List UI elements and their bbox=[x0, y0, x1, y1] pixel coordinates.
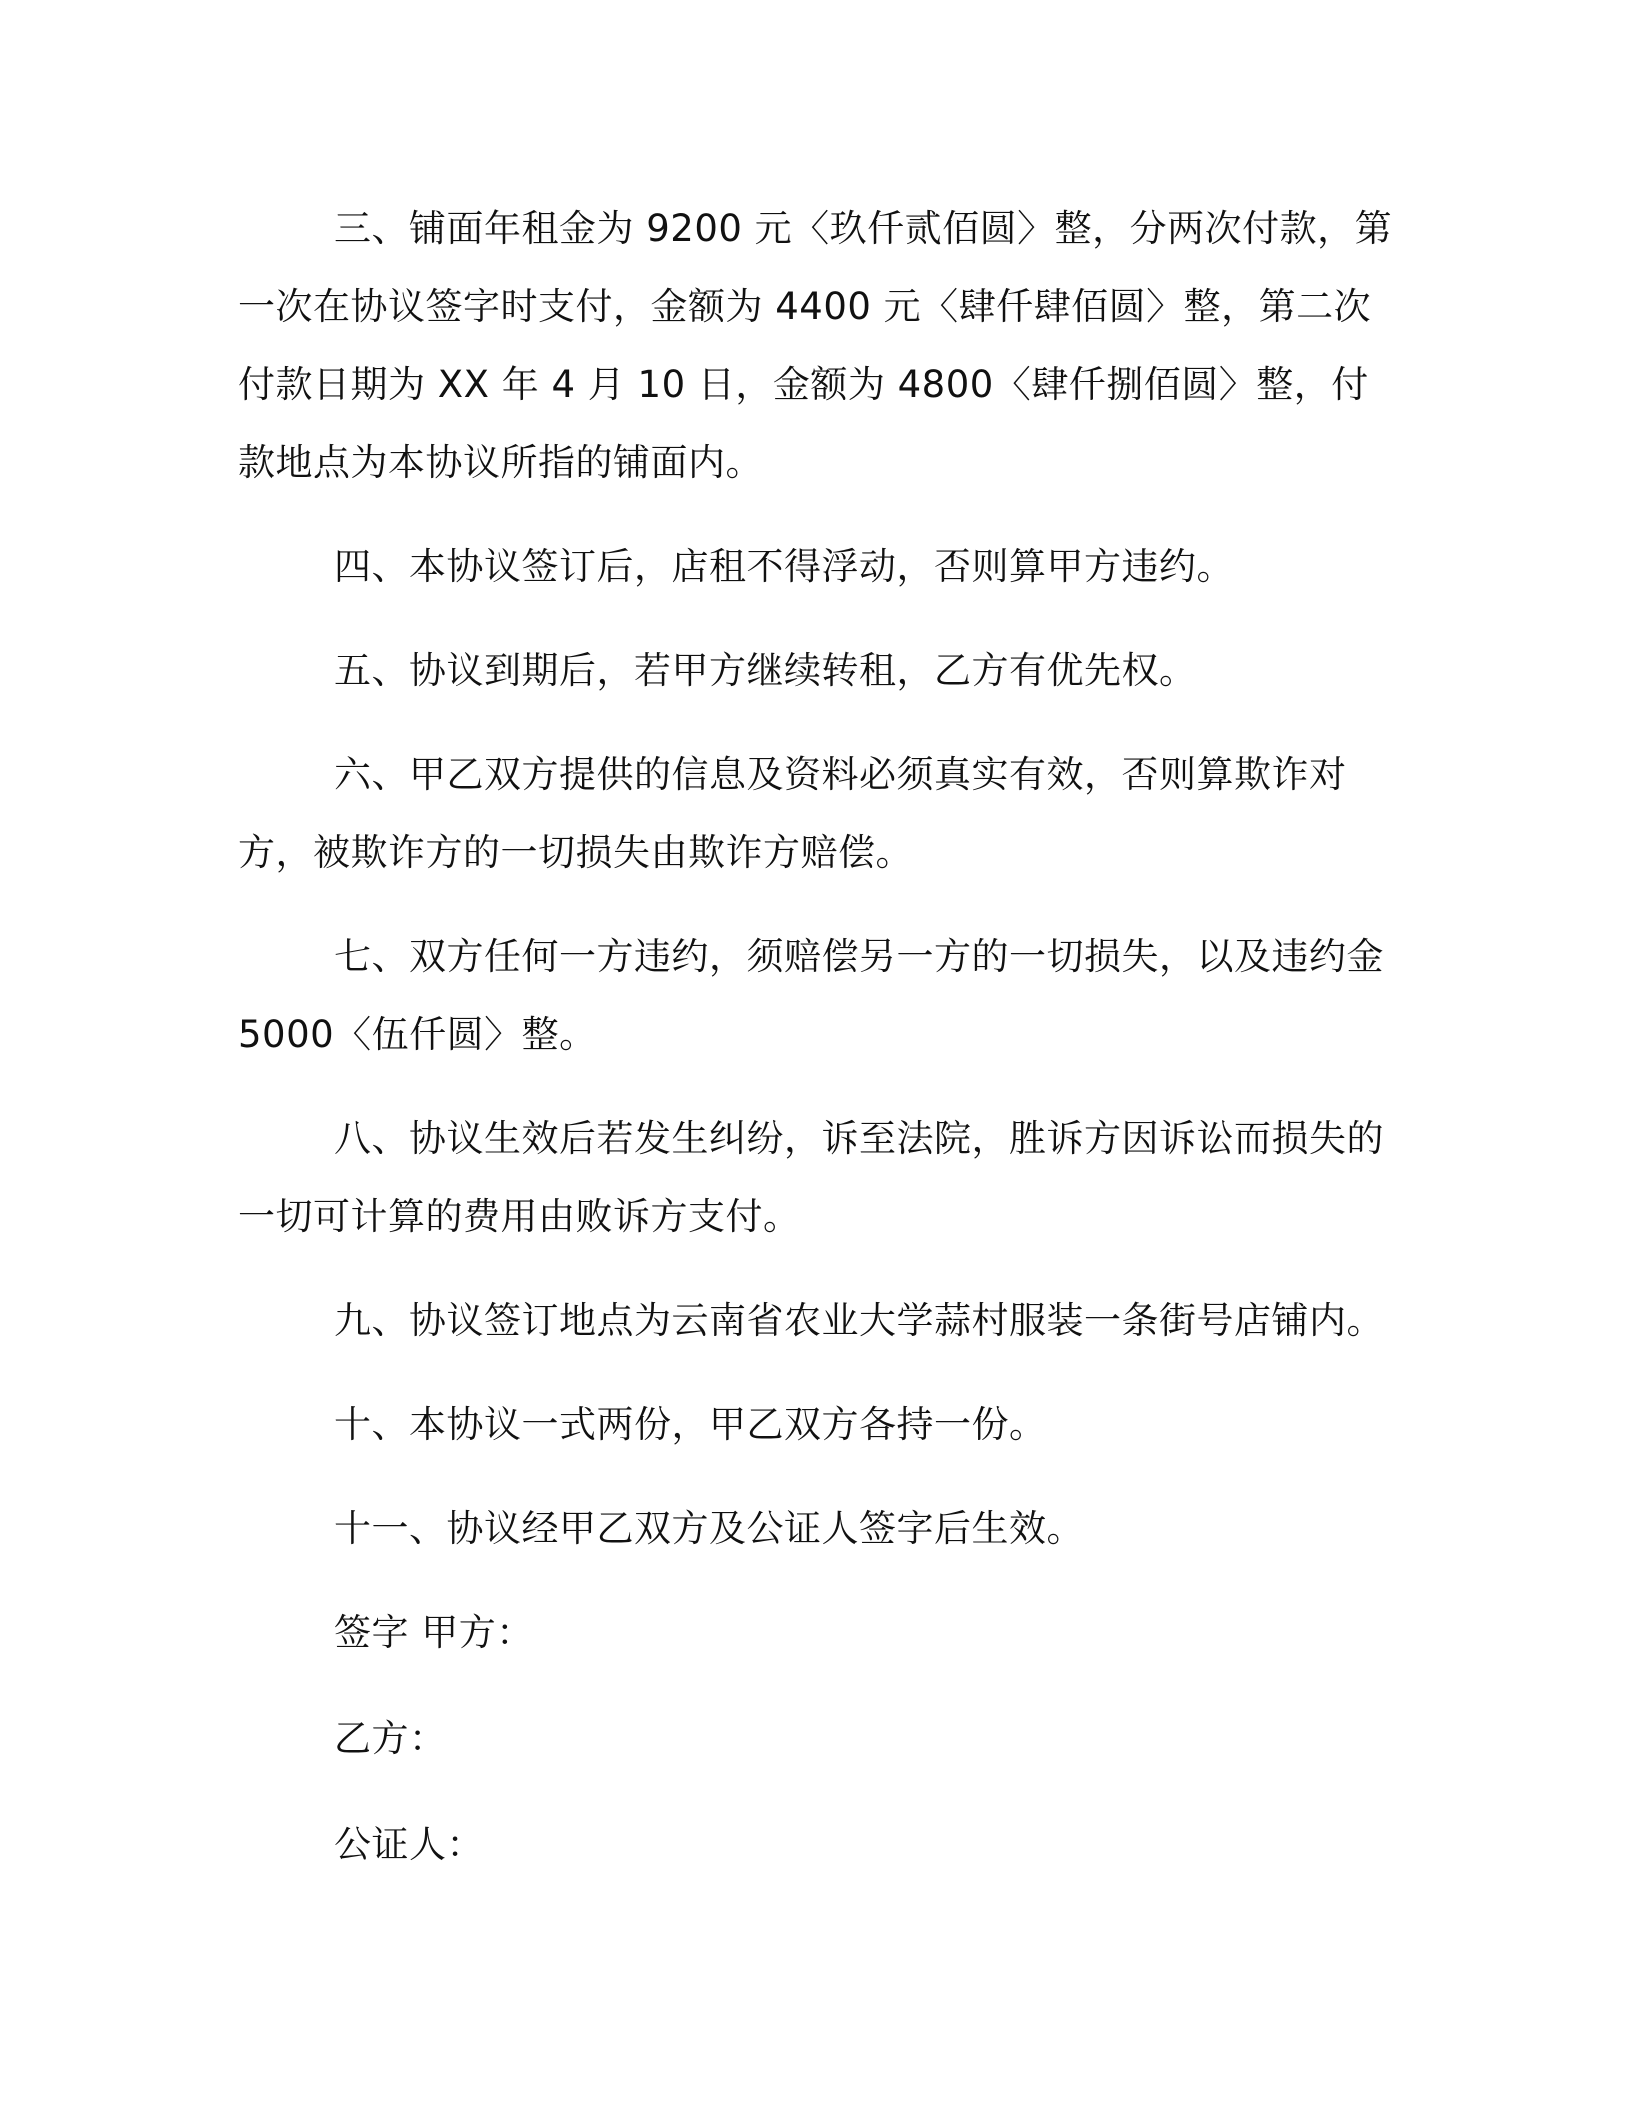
signature-notary: 公证人： bbox=[334, 1823, 484, 1866]
clause-3: 三、铺面年租金为 9200 元〈玖仟贰佰圆〉整，分两次付款，第一次在协议签字时支付，金额为 4400 元〈肆仟肆佰圆〉整，第二次付款日期为 XX 年 4 月 10 日，金额为 4800〈肆仟捌佰圆〉整，付款地点为本协议所指的铺面内。 bbox=[238, 207, 1393, 484]
signature-party-a: 签字 甲方： bbox=[334, 1611, 534, 1654]
clause-7: 七、双方任何一方违约，须赔偿另一方的一切损失，以及违约金 5000〈伍仟圆〉整。 bbox=[238, 935, 1384, 1056]
clause-6: 六、甲乙双方提供的信息及资料必须真实有效，否则算欺诈对方，被欺诈方的一切损失由欺诈方赔偿。 bbox=[238, 753, 1347, 874]
clause-11: 十一、协议经甲乙双方及公证人签字后生效。 bbox=[334, 1507, 1084, 1550]
clause-4: 四、本协议签订后，店租不得浮动，否则算甲方违约。 bbox=[334, 545, 1234, 588]
document-body bbox=[238, 190, 1398, 1912]
clause-8: 八、协议生效后若发生纠纷，诉至法院，胜诉方因诉讼而损失的一切可计算的费用由败诉方支付。 bbox=[238, 1117, 1384, 1238]
signature-party-b: 乙方： bbox=[334, 1717, 447, 1760]
clause-5: 五、协议到期后，若甲方继续转租，乙方有优先权。 bbox=[334, 649, 1197, 692]
clause-9: 九、协议签订地点为云南省农业大学蒜村服装一条街号店铺内。 bbox=[334, 1299, 1384, 1342]
clause-10: 十、本协议一式两份，甲乙双方各持一份。 bbox=[334, 1403, 1047, 1446]
